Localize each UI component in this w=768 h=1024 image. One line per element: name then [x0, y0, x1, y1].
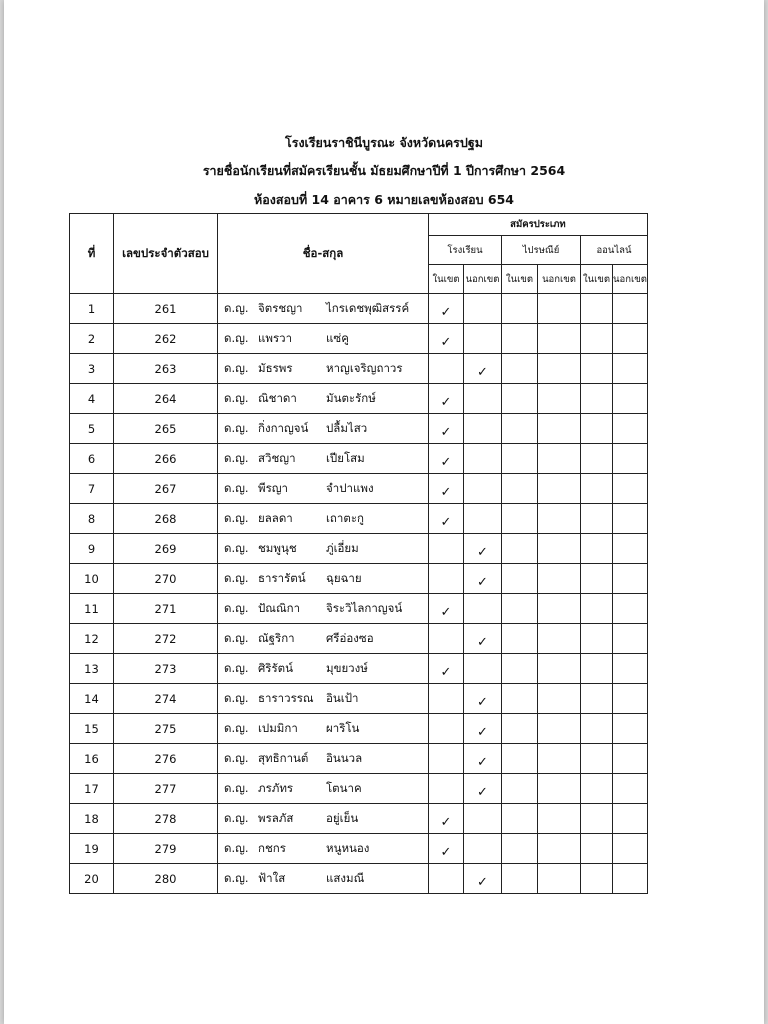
student-name — [218, 504, 429, 534]
checkmark-icon: ✓ — [477, 785, 488, 800]
empty-cell — [613, 474, 648, 504]
check-cell — [429, 654, 464, 684]
list-title: รายชื่อนักเรียนที่สมัครเรียนชั้น มัธยมศึกษาปีที่ 1 ปีการศึกษา 2564 — [202, 163, 566, 178]
empty-cell — [613, 324, 648, 354]
last-name: อยู่เย็น — [326, 810, 359, 825]
checkmark-icon: ✓ — [477, 575, 488, 590]
empty-cell — [538, 384, 581, 414]
name-prefix: ด.ญ. — [224, 750, 249, 765]
table-row — [70, 594, 648, 624]
row-number: 13 — [70, 654, 114, 684]
check-cell — [429, 804, 464, 834]
empty-cell — [581, 534, 613, 564]
table-row — [70, 384, 648, 414]
empty-cell — [538, 414, 581, 444]
header-group-school: โรงเรียน — [429, 236, 502, 265]
table-row — [70, 474, 648, 504]
check-cell — [464, 744, 502, 774]
empty-cell — [581, 654, 613, 684]
name-prefix: ด.ญ. — [224, 510, 249, 525]
row-number: 15 — [70, 714, 114, 744]
row-number: 9 — [70, 534, 114, 564]
exam-room-title: ห้องสอบที่ 14 อาคาร 6 หมายเลขห้องสอบ 654 — [254, 192, 514, 207]
checkmark-icon: ✓ — [440, 605, 452, 620]
checkmark-icon: ✓ — [440, 815, 452, 830]
student-name — [218, 534, 429, 564]
table-row — [70, 654, 648, 684]
empty-cell — [464, 654, 502, 684]
checkmark-icon: ✓ — [440, 455, 452, 470]
empty-cell — [502, 444, 538, 474]
last-name: ปลื้มไสว — [326, 420, 368, 435]
checkmark-icon: ✓ — [477, 365, 488, 380]
row-number: 6 — [70, 444, 114, 474]
table-row — [70, 714, 648, 744]
empty-cell — [464, 594, 502, 624]
check-cell — [429, 324, 464, 354]
last-name: หนูหนอง — [326, 840, 370, 855]
check-cell — [464, 354, 502, 384]
empty-cell — [613, 714, 648, 744]
name-prefix: ด.ญ. — [224, 450, 249, 465]
header-online-in: ในเขต — [581, 265, 613, 294]
empty-cell — [613, 684, 648, 714]
last-name: ไกรเดชพุฒิสรรค์ — [326, 300, 410, 315]
name-prefix: ด.ญ. — [224, 480, 249, 495]
table-body — [70, 294, 648, 894]
empty-cell — [464, 294, 502, 324]
empty-cell — [613, 834, 648, 864]
empty-cell — [464, 474, 502, 504]
empty-cell — [613, 774, 648, 804]
header-post-out: นอกเขต — [538, 265, 581, 294]
empty-cell — [464, 384, 502, 414]
row-number: 18 — [70, 804, 114, 834]
check-cell — [464, 864, 502, 894]
first-name: สุทธิกานต์ — [258, 750, 309, 765]
empty-cell — [613, 414, 648, 444]
student-name — [218, 804, 429, 834]
empty-cell — [429, 714, 464, 744]
table-row — [70, 564, 648, 594]
checkmark-icon: ✓ — [440, 665, 452, 680]
empty-cell — [581, 624, 613, 654]
empty-cell — [502, 684, 538, 714]
exam-id: 267 — [114, 474, 218, 504]
empty-cell — [502, 384, 538, 414]
table-row — [70, 534, 648, 564]
empty-cell — [502, 654, 538, 684]
exam-id: 269 — [114, 534, 218, 564]
last-name: จำปาแพง — [326, 480, 374, 495]
header-no: ที่ — [70, 214, 114, 294]
row-number: 19 — [70, 834, 114, 864]
empty-cell — [502, 594, 538, 624]
checkmark-icon: ✓ — [477, 545, 488, 560]
check-cell — [429, 444, 464, 474]
empty-cell — [538, 624, 581, 654]
table-row — [70, 354, 648, 384]
check-cell — [464, 564, 502, 594]
last-name: จิระวิไลกาญจน์ — [326, 600, 403, 615]
header-group-post: ไปรษณีย์ — [502, 236, 581, 265]
empty-cell — [613, 294, 648, 324]
checkmark-icon: ✓ — [440, 515, 452, 530]
exam-id: 262 — [114, 324, 218, 354]
student-name — [218, 324, 429, 354]
name-prefix: ด.ญ. — [224, 390, 249, 405]
check-cell — [429, 594, 464, 624]
table-row — [70, 804, 648, 834]
first-name: สวิชญา — [258, 450, 296, 465]
exam-id: 276 — [114, 744, 218, 774]
table-row — [70, 774, 648, 804]
name-prefix: ด.ญ. — [224, 570, 249, 585]
empty-cell — [538, 744, 581, 774]
exam-id: 266 — [114, 444, 218, 474]
empty-cell — [429, 564, 464, 594]
check-cell — [464, 534, 502, 564]
first-name: ชมพูนุช — [258, 540, 297, 555]
first-name: พรลภัส — [258, 810, 294, 825]
empty-cell — [581, 804, 613, 834]
empty-cell — [613, 564, 648, 594]
first-name: ธาราวรรณ — [258, 690, 314, 705]
student-name — [218, 774, 429, 804]
exam-id: 278 — [114, 804, 218, 834]
first-name: กชกร — [258, 840, 286, 855]
exam-id: 263 — [114, 354, 218, 384]
name-prefix: ด.ญ. — [224, 660, 249, 675]
first-name: จิตรชญา — [258, 300, 303, 315]
exam-id: 268 — [114, 504, 218, 534]
first-name: ภรภัทร — [258, 780, 294, 795]
empty-cell — [581, 354, 613, 384]
empty-cell — [581, 564, 613, 594]
last-name: เปียโสม — [326, 450, 365, 465]
empty-cell — [581, 774, 613, 804]
empty-cell — [613, 384, 648, 414]
applicant-table — [69, 213, 648, 894]
student-name — [218, 384, 429, 414]
exam-id: 279 — [114, 834, 218, 864]
checkmark-icon: ✓ — [477, 725, 488, 740]
empty-cell — [581, 294, 613, 324]
checkmark-icon: ✓ — [440, 425, 452, 440]
empty-cell — [581, 444, 613, 474]
empty-cell — [538, 834, 581, 864]
row-number: 5 — [70, 414, 114, 444]
empty-cell — [502, 804, 538, 834]
empty-cell — [464, 324, 502, 354]
row-number: 14 — [70, 684, 114, 714]
exam-id: 280 — [114, 864, 218, 894]
header-school-in: ในเขต — [429, 265, 464, 294]
empty-cell — [538, 324, 581, 354]
last-name: ผาริโน — [326, 720, 360, 735]
student-name — [218, 414, 429, 444]
empty-cell — [538, 504, 581, 534]
first-name: ศิริรัตน์ — [258, 660, 293, 675]
first-name: ปัณณิกา — [258, 600, 301, 615]
checkmark-icon: ✓ — [477, 875, 488, 890]
check-cell — [429, 414, 464, 444]
empty-cell — [538, 654, 581, 684]
check-cell — [429, 504, 464, 534]
student-name — [218, 624, 429, 654]
name-prefix: ด.ญ. — [224, 540, 249, 555]
name-prefix: ด.ญ. — [224, 630, 249, 645]
checkmark-icon: ✓ — [440, 335, 452, 350]
table-row — [70, 294, 648, 324]
table-row — [70, 444, 648, 474]
table-row — [70, 324, 648, 354]
empty-cell — [502, 534, 538, 564]
empty-cell — [581, 474, 613, 504]
first-name: ฟ้าใส — [258, 870, 286, 885]
row-number: 11 — [70, 594, 114, 624]
empty-cell — [613, 534, 648, 564]
empty-cell — [502, 744, 538, 774]
student-name — [218, 354, 429, 384]
empty-cell — [613, 654, 648, 684]
empty-cell — [538, 444, 581, 474]
table-row — [70, 834, 648, 864]
empty-cell — [502, 354, 538, 384]
student-name — [218, 564, 429, 594]
empty-cell — [581, 714, 613, 744]
header-school-out: นอกเขต — [464, 265, 502, 294]
checkmark-icon: ✓ — [477, 635, 488, 650]
header-online-out: นอกเขต — [613, 265, 648, 294]
check-cell — [464, 624, 502, 654]
checkmark-icon: ✓ — [440, 395, 452, 410]
check-cell — [429, 474, 464, 504]
empty-cell — [429, 744, 464, 774]
name-prefix: ด.ญ. — [224, 870, 249, 885]
student-name — [218, 474, 429, 504]
last-name: เถาตะกู — [326, 510, 364, 525]
last-name: อินเป้า — [326, 690, 359, 705]
empty-cell — [538, 534, 581, 564]
empty-cell — [538, 294, 581, 324]
last-name: หาญเจริญถาวร — [326, 360, 403, 375]
checkmark-icon: ✓ — [477, 695, 488, 710]
exam-id: 265 — [114, 414, 218, 444]
first-name: ธารารัตน์ — [258, 570, 306, 585]
empty-cell — [613, 594, 648, 624]
check-cell — [464, 774, 502, 804]
empty-cell — [581, 684, 613, 714]
empty-cell — [581, 594, 613, 624]
exam-id: 274 — [114, 684, 218, 714]
row-number: 12 — [70, 624, 114, 654]
last-name: ภู่เอี่ยม — [326, 540, 359, 555]
last-name: แซ่คู — [326, 330, 349, 345]
exam-id: 261 — [114, 294, 218, 324]
empty-cell — [429, 624, 464, 654]
empty-cell — [538, 864, 581, 894]
empty-cell — [502, 714, 538, 744]
header-name: ชื่อ-สกุล — [218, 214, 429, 294]
checkmark-icon: ✓ — [477, 755, 488, 770]
empty-cell — [581, 384, 613, 414]
empty-cell — [464, 804, 502, 834]
student-name — [218, 864, 429, 894]
check-cell — [429, 834, 464, 864]
empty-cell — [429, 354, 464, 384]
first-name: เปมมิกา — [258, 720, 298, 735]
first-name: มัธรพร — [258, 360, 293, 375]
student-name — [218, 294, 429, 324]
check-cell — [464, 714, 502, 744]
exam-id: 277 — [114, 774, 218, 804]
row-number: 10 — [70, 564, 114, 594]
empty-cell — [538, 564, 581, 594]
student-name — [218, 684, 429, 714]
empty-cell — [613, 504, 648, 534]
empty-cell — [538, 354, 581, 384]
empty-cell — [613, 744, 648, 774]
table-row — [70, 744, 648, 774]
student-name — [218, 654, 429, 684]
table-row — [70, 504, 648, 534]
empty-cell — [581, 834, 613, 864]
empty-cell — [502, 774, 538, 804]
student-name — [218, 834, 429, 864]
empty-cell — [429, 864, 464, 894]
check-cell — [429, 384, 464, 414]
empty-cell — [464, 444, 502, 474]
last-name: อินนวล — [326, 750, 363, 765]
first-name: ณัฐริกา — [258, 630, 295, 645]
header-exam-id: เลขประจำตัวสอบ — [114, 214, 218, 294]
empty-cell — [613, 444, 648, 474]
empty-cell — [581, 744, 613, 774]
header-application-type: สมัครประเภท — [429, 214, 648, 236]
empty-cell — [581, 864, 613, 894]
empty-cell — [538, 474, 581, 504]
row-number: 4 — [70, 384, 114, 414]
empty-cell — [464, 834, 502, 864]
empty-cell — [502, 294, 538, 324]
exam-id: 271 — [114, 594, 218, 624]
empty-cell — [538, 594, 581, 624]
table-row — [70, 624, 648, 654]
name-prefix: ด.ญ. — [224, 330, 249, 345]
check-cell — [429, 294, 464, 324]
first-name: ณิชาดา — [258, 390, 297, 405]
student-name — [218, 594, 429, 624]
last-name: แสงมณี — [326, 870, 365, 885]
header-post-in: ในเขต — [502, 265, 538, 294]
first-name: พีรญา — [258, 480, 289, 495]
row-number: 2 — [70, 324, 114, 354]
header-group-online: ออนไลน์ — [581, 236, 648, 265]
exam-id: 264 — [114, 384, 218, 414]
exam-id: 273 — [114, 654, 218, 684]
student-name — [218, 714, 429, 744]
empty-cell — [502, 624, 538, 654]
school-title: โรงเรียนราชินีบูรณะ จังหวัดนครปฐม — [285, 135, 483, 150]
exam-id: 275 — [114, 714, 218, 744]
checkmark-icon: ✓ — [440, 845, 452, 860]
empty-cell — [429, 684, 464, 714]
last-name: มันตะรักษ์ — [326, 390, 376, 405]
empty-cell — [538, 774, 581, 804]
empty-cell — [502, 414, 538, 444]
empty-cell — [613, 624, 648, 654]
table-row — [70, 414, 648, 444]
name-prefix: ด.ญ. — [224, 690, 249, 705]
empty-cell — [464, 414, 502, 444]
empty-cell — [538, 714, 581, 744]
empty-cell — [502, 474, 538, 504]
empty-cell — [502, 324, 538, 354]
last-name: โตนาค — [326, 780, 362, 795]
student-name — [218, 744, 429, 774]
empty-cell — [464, 504, 502, 534]
row-number: 20 — [70, 864, 114, 894]
student-name — [218, 444, 429, 474]
name-prefix: ด.ญ. — [224, 420, 249, 435]
row-number: 1 — [70, 294, 114, 324]
empty-cell — [581, 504, 613, 534]
name-prefix: ด.ญ. — [224, 810, 249, 825]
empty-cell — [502, 564, 538, 594]
empty-cell — [429, 774, 464, 804]
last-name: ฉุยฉาย — [326, 570, 362, 585]
last-name: ศรีอ่องซอ — [326, 630, 374, 645]
empty-cell — [502, 834, 538, 864]
row-number: 7 — [70, 474, 114, 504]
row-number: 17 — [70, 774, 114, 804]
last-name: มุขยวงษ์ — [326, 660, 368, 675]
name-prefix: ด.ญ. — [224, 300, 249, 315]
row-number: 3 — [70, 354, 114, 384]
table-row — [70, 684, 648, 714]
check-cell — [464, 684, 502, 714]
name-prefix: ด.ญ. — [224, 840, 249, 855]
empty-cell — [613, 804, 648, 834]
empty-cell — [538, 804, 581, 834]
table-row — [70, 864, 648, 894]
first-name: กิ่งกาญจน์ — [258, 420, 309, 435]
name-prefix: ด.ญ. — [224, 720, 249, 735]
exam-id: 270 — [114, 564, 218, 594]
empty-cell — [429, 534, 464, 564]
empty-cell — [502, 864, 538, 894]
first-name: แพรวา — [258, 330, 293, 345]
empty-cell — [613, 864, 648, 894]
first-name: ยลลดา — [258, 510, 293, 525]
name-prefix: ด.ญ. — [224, 780, 249, 795]
empty-cell — [502, 504, 538, 534]
name-prefix: ด.ญ. — [224, 600, 249, 615]
name-prefix: ด.ญ. — [224, 360, 249, 375]
exam-id: 272 — [114, 624, 218, 654]
empty-cell — [613, 354, 648, 384]
empty-cell — [538, 684, 581, 714]
checkmark-icon: ✓ — [440, 485, 452, 500]
checkmark-icon: ✓ — [440, 305, 452, 320]
row-number: 16 — [70, 744, 114, 774]
row-number: 8 — [70, 504, 114, 534]
empty-cell — [581, 414, 613, 444]
empty-cell — [581, 324, 613, 354]
